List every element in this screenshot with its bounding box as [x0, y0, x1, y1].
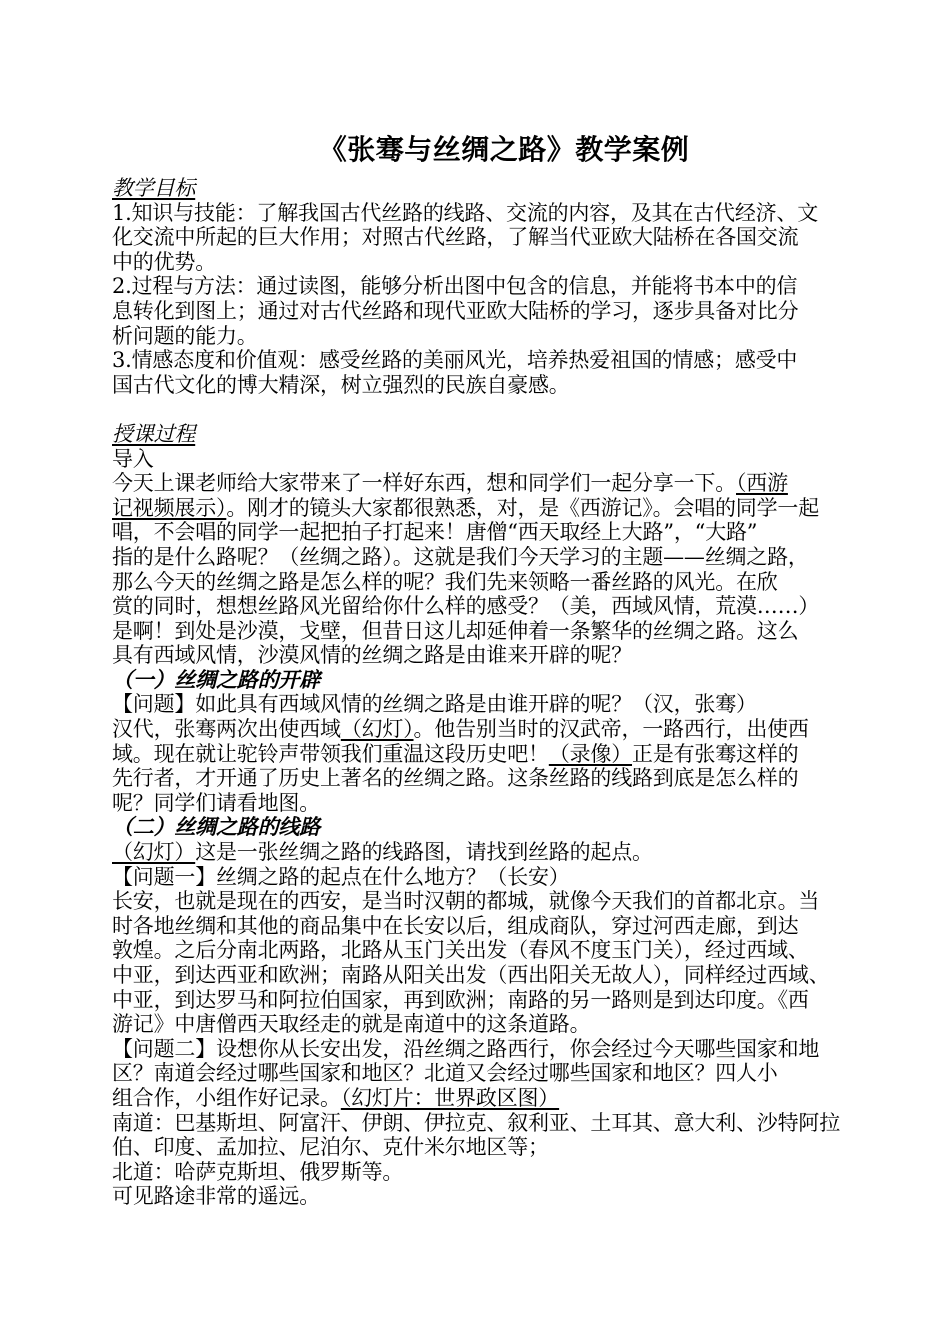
- objective-line: 2.过程与方法：通过读图，能够分析出图中包含的信息，并能将书本中的信: [112, 274, 798, 299]
- objective-line: 中的优势。: [112, 249, 216, 274]
- intro-line: 具有西域风情，沙漠风情的丝绸之路是由谁来开辟的呢？: [112, 643, 632, 668]
- question-two: 【问题二】设想你从长安出发，沿丝绸之路西行，你会经过今天哪些国家和地: [112, 1036, 820, 1061]
- part1-heading: （一）丝绸之路的开辟: [112, 666, 320, 692]
- answer-line: 敦煌。之后分南北两路，北路从玉门关出发（春风不度玉门关），经过西域、: [112, 938, 809, 963]
- objective-line: 1.知识与技能：了解我国古代丝路的线路、交流的内容，及其在古代经济、文: [112, 200, 819, 225]
- document-title: 《张骞与丝绸之路》教学案例: [318, 133, 690, 166]
- intro-line: 指的是什么路呢？（丝绸之路）。这就是我们今天学习的主题——丝绸之路，: [112, 544, 809, 569]
- intro-line: [112, 496, 840, 521]
- part1-text: 汉代，张骞两次出使西域: [112, 717, 341, 742]
- conclusion: 可见路途非常的遥远。: [112, 1184, 320, 1209]
- answer-line: 长安，也就是现在的西安，是当时汉朝的都城，就像今天我们的首都北京。当: [112, 889, 820, 914]
- video-cue: （西游: [736, 471, 788, 496]
- video-cue: 记视频展示）: [112, 495, 227, 520]
- part1-line: 先行者，才开通了历史上著名的丝绸之路。这条丝路的线路到底是怎么样的: [112, 766, 799, 791]
- slide-cue: （幻灯）: [112, 840, 196, 865]
- slide-cue: （幻灯）: [340, 717, 414, 742]
- part1-text: 正是有张骞这样的: [632, 741, 799, 766]
- video-cue: （录像）: [548, 741, 633, 766]
- south-route: 伯、印度、孟加拉、尼泊尔、克什米尔地区等；: [112, 1135, 549, 1160]
- objective-line: 析问题的能力。: [112, 323, 258, 348]
- objective-line: 国古代文化的博大精深，树立强烈的民族自豪感。: [112, 372, 570, 397]
- intro-line: 那么今天的丝绸之路是怎么样的呢？我们先来领略一番丝路的风光。在欣: [112, 569, 778, 594]
- question-two-text: 组合作，小组作好记录。: [112, 1085, 341, 1110]
- slide-cue: （幻灯片：世界政区图）: [340, 1085, 560, 1110]
- intro-text: 。刚才的镜头大家都很熟悉，对，是《西游记》。会唱的同学一起: [226, 495, 820, 520]
- objective-line: 息转化到图上；通过对古代丝路和现代亚欧大陆桥的学习，逐步具备对比分: [112, 298, 799, 323]
- objective-line: 3.情感态度和价值观：感受丝路的美丽风光，培养热爱祖国的情感；感受中: [112, 348, 798, 373]
- part1-text: 域。现在就让驼铃声带领我们重温这段历史吧！: [112, 741, 549, 766]
- document-page: [112, 128, 840, 1209]
- objective-line: 化交流中所起的巨大作用；对照古代丝路，了解当代亚欧大陆桥在各国交流: [112, 225, 799, 250]
- question-two: [112, 1086, 840, 1111]
- question-one: 【问题一】丝绸之路的起点在什么地方？（长安）: [112, 864, 570, 889]
- answer-line: 中亚，到达西亚和欧洲；南路从阳关出发（西出阳关无故人），同样经过西域、: [112, 963, 830, 987]
- part1-text: 。他告别当时的汉武帝，一路西行，出使西: [413, 717, 809, 742]
- intro-text: 今天上课老师给大家带来了一样好东西，想和同学们一起分享一下。: [112, 471, 736, 496]
- objectives-heading: 教学目标: [112, 176, 196, 200]
- intro-line: [112, 471, 840, 496]
- part1-question: 【问题】如此具有西域风情的丝绸之路是由谁开辟的呢？（汉，张骞）: [112, 692, 757, 717]
- intro-line: 赏的同时，想想丝路风光留给你什么样的感受？（美，西域风情，荒漠……）: [112, 594, 820, 619]
- question-two: 区？南道会经过哪些国家和地区？北道又会经过哪些国家和地区？四人小: [112, 1061, 778, 1086]
- intro-label: 导入: [112, 446, 154, 471]
- part1-line: 呢？同学们请看地图。: [112, 790, 320, 815]
- spacer: [112, 397, 840, 422]
- part2-heading: （二）丝绸之路的线路: [112, 814, 320, 840]
- north-route: 北道：哈萨克斯坦、俄罗斯等。: [112, 1159, 404, 1184]
- part2-text: 这是一张丝绸之路的线路图，请找到丝路的起点。: [195, 840, 653, 865]
- part1-line: [112, 742, 840, 767]
- answer-line: 中亚，到达罗马和阿拉伯国家，再到欧洲；南路的另一路则是到达印度。《西: [112, 987, 809, 1012]
- part1-line: [112, 717, 840, 742]
- intro-line: 唱，不会唱的同学一起把拍子打起来！唐僧“西天取经上大路”，“大路”: [112, 520, 758, 545]
- south-route: 南道：巴基斯坦、阿富汗、伊朗、伊拉克、叙利亚、土耳其、意大利、沙特阿拉: [112, 1110, 840, 1135]
- part2-line: [112, 840, 840, 865]
- answer-line: 游记》中唐僧西天取经走的就是南道中的这条道路。: [112, 1012, 591, 1037]
- process-heading: 授课过程: [112, 421, 196, 446]
- answer-line: 时各地丝绸和其他的商品集中在长安以后，组成商队，穿过河西走廊，到达: [112, 913, 799, 938]
- intro-line: 是啊！到处是沙漠，戈壁，但昔日这儿却延伸着一条繁华的丝绸之路。这么: [112, 618, 799, 643]
